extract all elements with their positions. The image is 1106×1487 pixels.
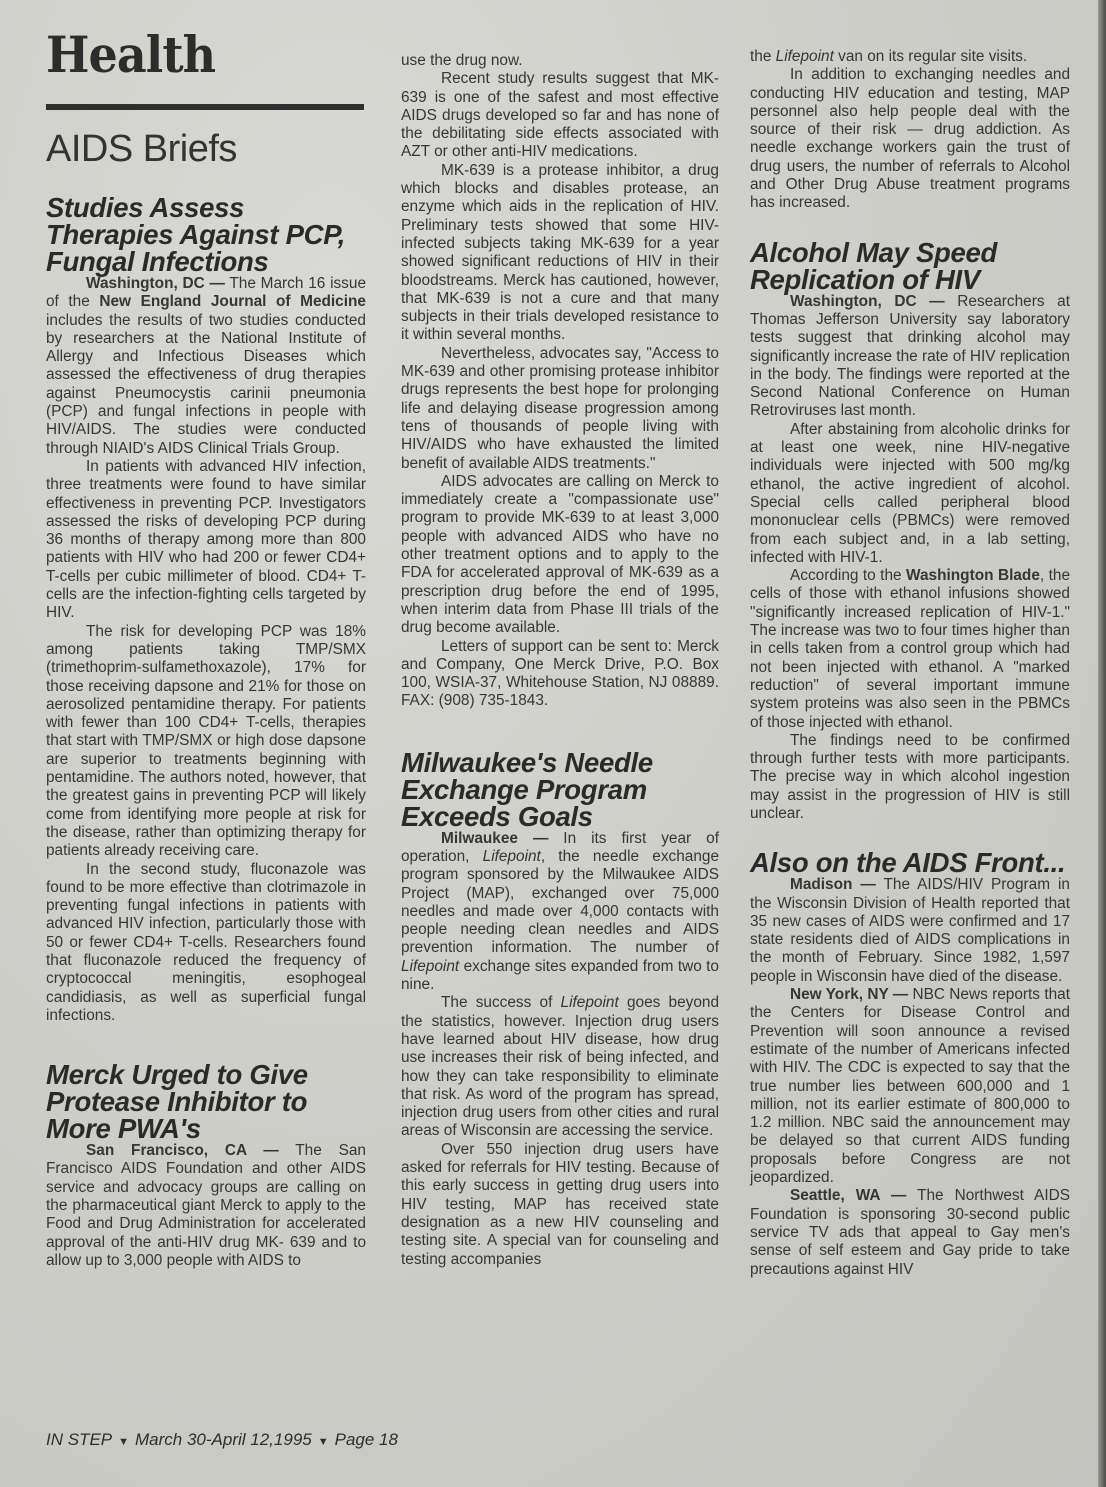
paragraph <box>401 830 719 995</box>
text: The success of <box>441 994 561 1012</box>
headline: Also on the AIDS Front... <box>750 847 1066 879</box>
paragraph-continuation: use the drug now. <box>401 52 523 69</box>
paragraph: In patients with advanced HIV infection, three treatments were found to have similar effectiveness in preventing PCP. Investigators assessed the risks of developing PCP during 36 months of therapy among more than 800 patients with HIV who had 200 or fewer CD4+ T-cells per cubic millimeter of blood. CD4+ T- cells are the infection-fighting cells targeted by HIV. <box>46 457 366 622</box>
article-milwaukee-continued <box>750 48 1070 213</box>
paragraph: Over 550 injection drug users have asked for referrals for HIV testing. Because of this early success in getting drug users into HIV testing, MAP has received state designation as a new HIV counseling and testing site. A special van for counseling and testing accompanies <box>401 1140 719 1268</box>
paragraph <box>750 876 1070 986</box>
text: The AIDS/HIV Program in the Wisconsin Division of Health reported that 35 new cases of AIDS were confirmed and 17 state residents died of AIDS complications in the month of February. Since 1982, 1,597 people in Wisconsin have died of the disease. <box>750 876 1070 985</box>
masthead-rule <box>46 104 364 110</box>
program-name: Lifepoint <box>482 847 541 865</box>
text: According to the <box>790 567 907 585</box>
dateline: Milwaukee — <box>441 829 549 847</box>
text: goes beyond the statistics, however. Injection drug users have learned about HIV disease, how drug use increases their risk of being infected, and how they can take responsibility to eliminate that risk. As word of the program has spread, injection drug users from other cities and rural areas of Wisconsin are accessing the service. <box>401 994 720 1140</box>
publication-name: Washington Blade <box>906 567 1040 585</box>
paragraph <box>46 275 366 458</box>
page-number: Page 18 <box>334 1430 398 1449</box>
dateline: Madison — <box>790 876 876 894</box>
text: includes the results of two studies conducted by researchers at the National Institute of Allergy and Infectious Diseases which assessed the effectiveness of drug therapies against Pneumocystis carinii pneumonia (PCP) and fungal infections in people with HIV/AIDS. The studies were conducted through NIAID's AIDS Clinical Trials Group. <box>46 311 366 457</box>
page-footer <box>46 1430 398 1450</box>
article-milwaukee-needle-exchange <box>401 746 720 1269</box>
article-merck-urged <box>46 1061 366 1270</box>
paragraph: The risk for developing PCP was 18% among patients taking TMP/SMX (trimethoprim-sulfamethoxazole), 17% for those receiving dapsone and 21% for those on aerosolized pentamidine therapy. For patients with fewer than 100 CD4+ T-cells, therapies that start with TMP/SMX or high dose dapsone are superior to treatments beginning with pentamidine. The authors noted, however, that the greatest gains in preventing PCP will likely come from identifying more people at risk for the disease, rather than optimizing therapy for patients already receiving care. <box>46 622 366 860</box>
column-1 <box>46 0 366 1270</box>
text: The Northwest AIDS Foundation is sponsoring 30-second public service TV ads that appeal to Gay men's sense of self esteem and Gay pride to take precautions against HIV <box>750 1187 1070 1278</box>
paragraph: In the second study, fluconazole was found to be more effective than clotrimazole in preventing fungal infections in patients with advanced HIV infection, particularly those with 50 or fewer CD4+ T-cells. Researchers found that fluconazole reduced the frequency of cryptococcal meningitis, esophogeal candidiasis, as well as superficial fungal infections. <box>46 860 366 1024</box>
paragraph <box>401 994 719 1140</box>
text: The San Francisco AIDS Foundation and other AIDS service and advocacy groups are calling on the pharmaceutical giant Merck to apply to the Food and Drug Administration for accelerated approval of the anti-HIV drug MK- 639 and to allow up to 3,000 people with AIDS to <box>46 1142 366 1269</box>
issue-date: March 30-April 12,1995 <box>135 1430 312 1449</box>
text: , the cells of those with ethanol infusions showed "significantly increased replication of HIV-1." The increase was two to four times higher than in cells taken from a control group which had not been injected with ethanol. A "marked reduction" of several important immune system proteins was also seen in the PBMCs of those injected with ethanol. <box>750 567 1070 731</box>
publication-name: New England Journal of Medicine <box>99 293 366 311</box>
dateline: New York, NY — <box>790 986 909 1004</box>
column-2 <box>401 52 719 1269</box>
paragraph: Nevertheless, advocates say, "Access to MK-639 and other promising protease inhibitor drugs represents the best hope for prolonging life and delaying disease progression among tens of thousands of people living with HIV/AIDS who have exhausted the limited benefit of available AIDS treatments." <box>401 344 719 472</box>
text: , the needle exchange program sponsored by the Milwaukee AIDS Project (MAP), exchanged over 75,000 needles and made over 4,000 contacts with people needing clean needles and AIDS prevention information. The number of <box>401 847 720 957</box>
paragraph: After abstaining from alcoholic drinks for at least one week, nine HIV-negative individuals were injected with 500 mg/kg ethanol, the active ingredient of alcohol. Special cells called peripheral blood mononuclear cells (PBMCs) were removed from each subject and, in a lab setting, infected with HIV-1. <box>750 420 1070 566</box>
paragraph <box>46 1142 366 1270</box>
dateline: Washington, DC — <box>790 292 945 310</box>
article-also-on-aids-front <box>750 849 1070 1279</box>
page-edge-shadow <box>1098 0 1106 1487</box>
article-alcohol-hiv <box>750 236 1070 824</box>
paragraph: The findings need to be confirmed through further tests with more participants. The precise way in which alcohol ingestion may assist in the progression of HIV is still unclear. <box>750 731 1070 822</box>
paragraph: In addition to exchanging needles and conducting HIV education and testing, MAP personnel also help people deal with the source of their risk — drug addiction. As needle exchange workers gain the trust of drug users, the number of referrals to Alcohol and Other Drug Abuse treatment programs has increased. <box>750 66 1070 212</box>
column-3 <box>750 48 1070 1279</box>
text: NBC News reports that the Centers for Disease Control and Prevention will soon announce a revised estimate of the number of Americans infected with HIV. The CDC is expected to say that the true number lies between 600,000 and 1 million, not its earlier estimate of 800,000 to 1.2 million. NBC said the announcement may be delayed so that current AIDS funding proposals before Congress are not jeopardized. <box>750 986 1070 1187</box>
article-merck-urged-continued <box>401 52 719 711</box>
dateline: Washington, DC — <box>86 275 225 292</box>
paragraph <box>750 567 1070 732</box>
paragraph <box>750 293 1070 421</box>
dateline: Seattle, WA — <box>790 1187 907 1205</box>
program-name: Lifepoint <box>560 994 619 1012</box>
text: In its first year of operation, <box>401 829 719 865</box>
triangle-separator-icon: ▼ <box>317 1436 329 1448</box>
paragraph: Recent study results suggest that MK-639 is one of the safest and most effective AIDS drugs developed so far and has none of the debilitating side effects associated with AZT or other anti-HIV medications. <box>401 70 719 161</box>
paragraph: Letters of support can be sent to: Merck and Company, One Merck Drive, P.O. Box 100, WSIA-37, Whitehouse Station, NJ 08889. FAX: (908) 735-1843. <box>401 637 719 710</box>
text: the <box>750 48 776 65</box>
headline: Milwaukee's Needle Exchange Program Exceeds Goals <box>401 746 653 832</box>
section-title: AIDS Briefs <box>46 128 237 170</box>
text: van on its regular site visits. <box>833 48 1028 65</box>
headline: Alcohol May Speed Replication of HIV <box>750 236 998 295</box>
masthead: Health <box>46 25 216 84</box>
publication-name: IN STEP <box>46 1430 113 1449</box>
text: exchange sites expanded from two to nine. <box>401 957 719 994</box>
paragraph: AIDS advocates are calling on Merck to immediately create a "compassionate use" program to provide MK-639 to at least 3,000 people with advanced AIDS who have no other treatment options and to apply to the FDA for accelerated approval of MK-639 as a prescription drug before the end of 1995, when interim data from Phase III trials of the drug become available. <box>401 472 719 637</box>
text: Researchers at Thomas Jefferson University say laboratory tests suggest that drinking alcohol may significantly increase the rate of HIV replication in the body. The findings were reported at the Second National Conference on Human Retroviruses last month. <box>750 292 1070 420</box>
headline: Merck Urged to Give Protease Inhibitor to More PWA's <box>46 1059 308 1145</box>
headline: Studies Assess Therapies Against PCP, Fungal Infections <box>46 192 346 277</box>
program-name: Lifepoint <box>775 48 834 65</box>
paragraph-continuation <box>750 48 1070 66</box>
program-name: Lifepoint <box>401 957 460 975</box>
article-studies-assess <box>46 194 366 1025</box>
dateline: San Francisco, CA — <box>86 1142 279 1160</box>
paragraph <box>750 1187 1070 1278</box>
paragraph: MK-639 is a protease inhibitor, a drug which blocks and disables protease, an enzyme which aids in the replication of HIV. Preliminary tests showed that some HIV-infected subjects taking MK-639 for a year showed significant reductions of HIV in their bloodstreams. Merck has cautioned, however, that MK-639 is not a cure and that many subjects in their trials developed resistance to it within several months. <box>401 161 719 344</box>
triangle-separator-icon: ▼ <box>118 1436 130 1448</box>
text: The March 16 issue of the <box>46 275 366 311</box>
paragraph <box>750 986 1070 1187</box>
